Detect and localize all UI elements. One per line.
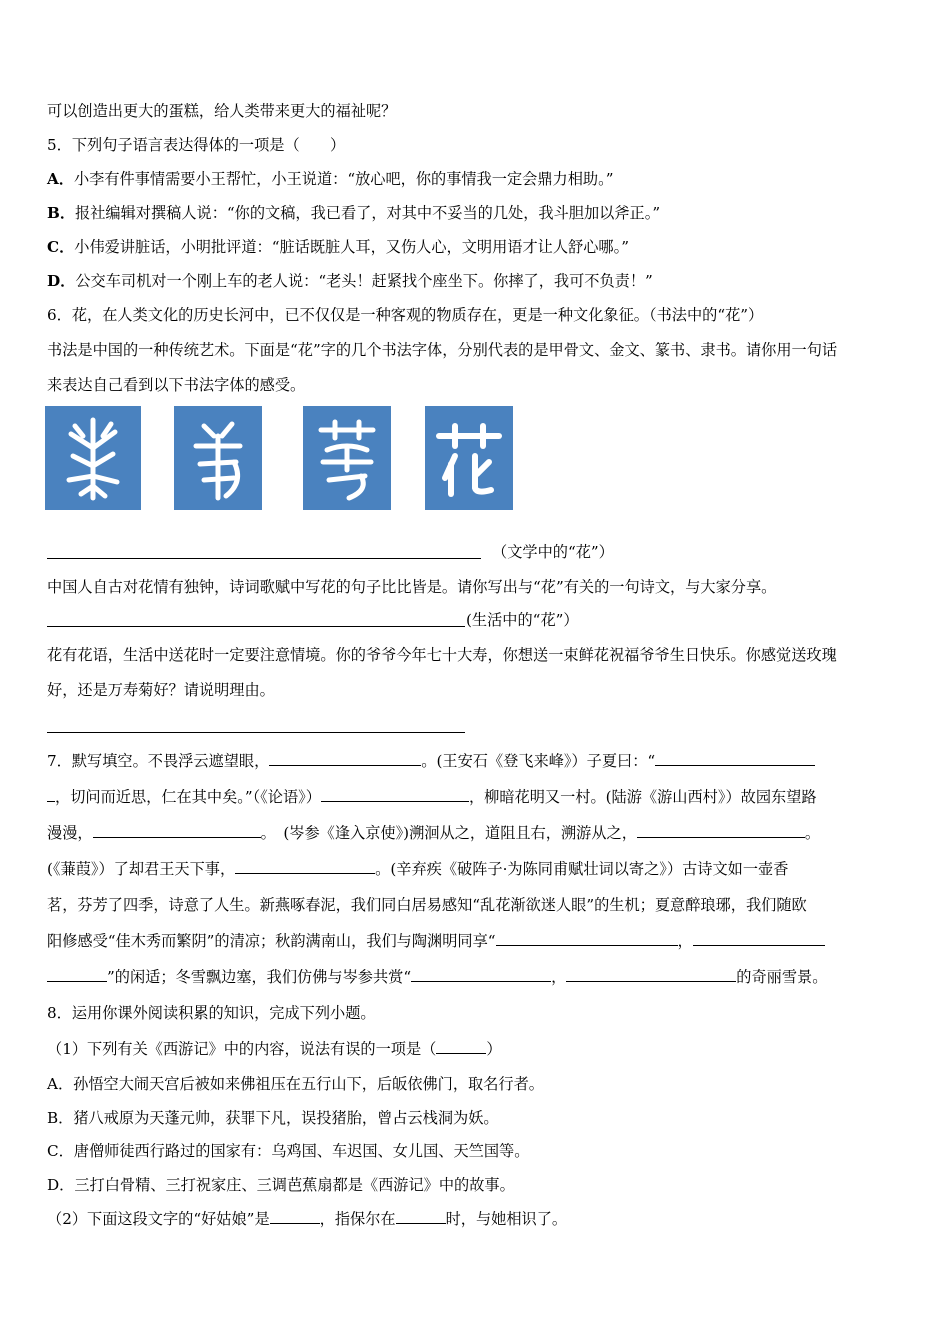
blank[interactable] [270, 1208, 320, 1224]
question-7-line-1: 7．默写填空。不畏浮云遮望眼， 。(王安石《登飞来峰》）子夏曰：“ [47, 750, 815, 772]
question-5: 5．下列句子语言表达得体的一项是（ ） [47, 136, 346, 154]
blank[interactable] [321, 786, 469, 802]
blank[interactable] [566, 966, 736, 982]
calligraphy-zhuanshu-image [303, 406, 391, 510]
blank[interactable] [235, 858, 375, 874]
question-8-2: （2）下面这段文字的“好姑娘”是 ，指保尔在 时，与她相识了。 [47, 1210, 568, 1228]
life-prompt-2: 好，还是万寿菊好？请说明理由。 [47, 681, 275, 699]
blank[interactable] [47, 786, 55, 802]
question-7-line-5: 茗，芬芳了四季，诗意了人生。新燕啄春泥，我们同白居易感知“乱花渐欲迷人眼”的生机；夏意醉琅琊，我们随欧 [47, 896, 807, 914]
blank[interactable] [655, 750, 815, 766]
blank[interactable] [411, 966, 551, 982]
calligraphy-lishu-image [425, 406, 513, 510]
option-8b: B．猪八戒原为天蓬元帅，获罪下凡，误投猪胎，曾占云栈洞为妖。 [47, 1109, 499, 1127]
blank[interactable] [47, 966, 107, 982]
option-8a: A．孙悟空大闹天宫后被如来佛祖压在五行山下，后皈依佛门，取名行者。 [47, 1075, 544, 1093]
answer-line-flowers[interactable] [47, 732, 465, 733]
option-5c: C．小伟爱讲脏话，小明批评道：“脏话既脏人耳，又伤人心，文明用语才让人舒心哪。” [47, 238, 629, 256]
blank[interactable] [269, 750, 421, 766]
literature-prompt: 中国人自古对花情有独钟，诗词歌赋中写花的句子比比皆是。请你写出与“花”有关的一句诗文，与大家分享。 [47, 578, 777, 596]
question-7-line-7: ”的闲适；冬雪飘边塞，我们仿佛与岑参共赏“ ， 的奇丽雪景。 [47, 966, 827, 988]
question-7-line-6: 阳修感受“佳木秀而繁阴”的清凉；秋韵满南山，我们与陶渊明同享“ ， [47, 930, 825, 952]
blank[interactable] [93, 822, 261, 838]
blank[interactable] [496, 930, 678, 946]
life-heading: (生活中的“花”） [466, 611, 579, 629]
calligraphy-jiaguwen-image [45, 406, 141, 510]
intro-line: 可以创造出更大的蛋糕，给人类带来更大的福祉呢？ [47, 102, 397, 120]
question-6-text-2: 来表达自己看到以下书法字体的感受。 [47, 376, 306, 394]
literature-heading: （文学中的“花”） [492, 543, 614, 561]
answer-line-poem[interactable] [47, 626, 465, 627]
question-6: 6．花，在人类文化的历史长河中，已不仅仅是一种客观的物质存在，更是一种文化象征。（书法中的“花”） [47, 306, 764, 324]
option-8c: C．唐僧师徒西行路过的国家有：乌鸡国、车迟国、女儿国、天竺国等。 [47, 1142, 530, 1160]
question-7-line-2: ，切问而近思，仁在其中矣。”（《论语》） ，柳暗花明又一村。(陆游《游山西村》）故园东望路 [47, 786, 817, 808]
question-6-text-1: 书法是中国的一种传统艺术。下面是“花”字的几个书法字体，分别代表的是甲骨文、金文、篆书、隶书。请你用一句话 [47, 341, 838, 359]
calligraphy-jinwen-image [174, 406, 262, 510]
question-8: 8．运用你课外阅读积累的知识，完成下列小题。 [47, 1004, 376, 1022]
life-prompt-1: 花有花语，生活中送花时一定要注意情境。你的爷爷今年七十大寿，你想送一束鲜花祝福爷爷生日快乐。你感觉送玫瑰 [47, 646, 837, 664]
option-5d: D．公交车司机对一个刚上车的老人说：“老头！赶紧找个座坐下。你摔了，我可不负责！” [47, 272, 653, 290]
option-8d: D．三打白骨精、三打祝家庄、三调芭蕉扇都是《西游记》中的故事。 [47, 1176, 515, 1194]
question-7-line-4: (《蒹葭》）了却君王天下事， 。(辛弃疾《破阵子·为陈同甫赋壮词以寄之》）古诗文如一壶香 [47, 860, 789, 878]
question-8-1: （1）下列有关《西游记》中的内容，说法有误的一项是（ ） [47, 1040, 502, 1058]
blank[interactable] [637, 822, 805, 838]
question-7-line-3: 漫漫， 。 (岑参《逢入京使》)溯洄从之，道阻且右，溯游从之， 。 [47, 824, 821, 842]
blank[interactable] [436, 1038, 486, 1054]
answer-line-calligraphy[interactable] [47, 558, 481, 559]
option-5b: B．报社编辑对撰稿人说：“你的文稿，我已看了，对其中不妥当的几处，我斗胆加以斧正。” [47, 204, 661, 222]
blank[interactable] [396, 1208, 446, 1224]
blank[interactable] [693, 930, 825, 946]
option-5a: A．小李有件事情需要小王帮忙，小王说道：“放心吧，你的事情我一定会鼎力相助。” [47, 170, 614, 188]
